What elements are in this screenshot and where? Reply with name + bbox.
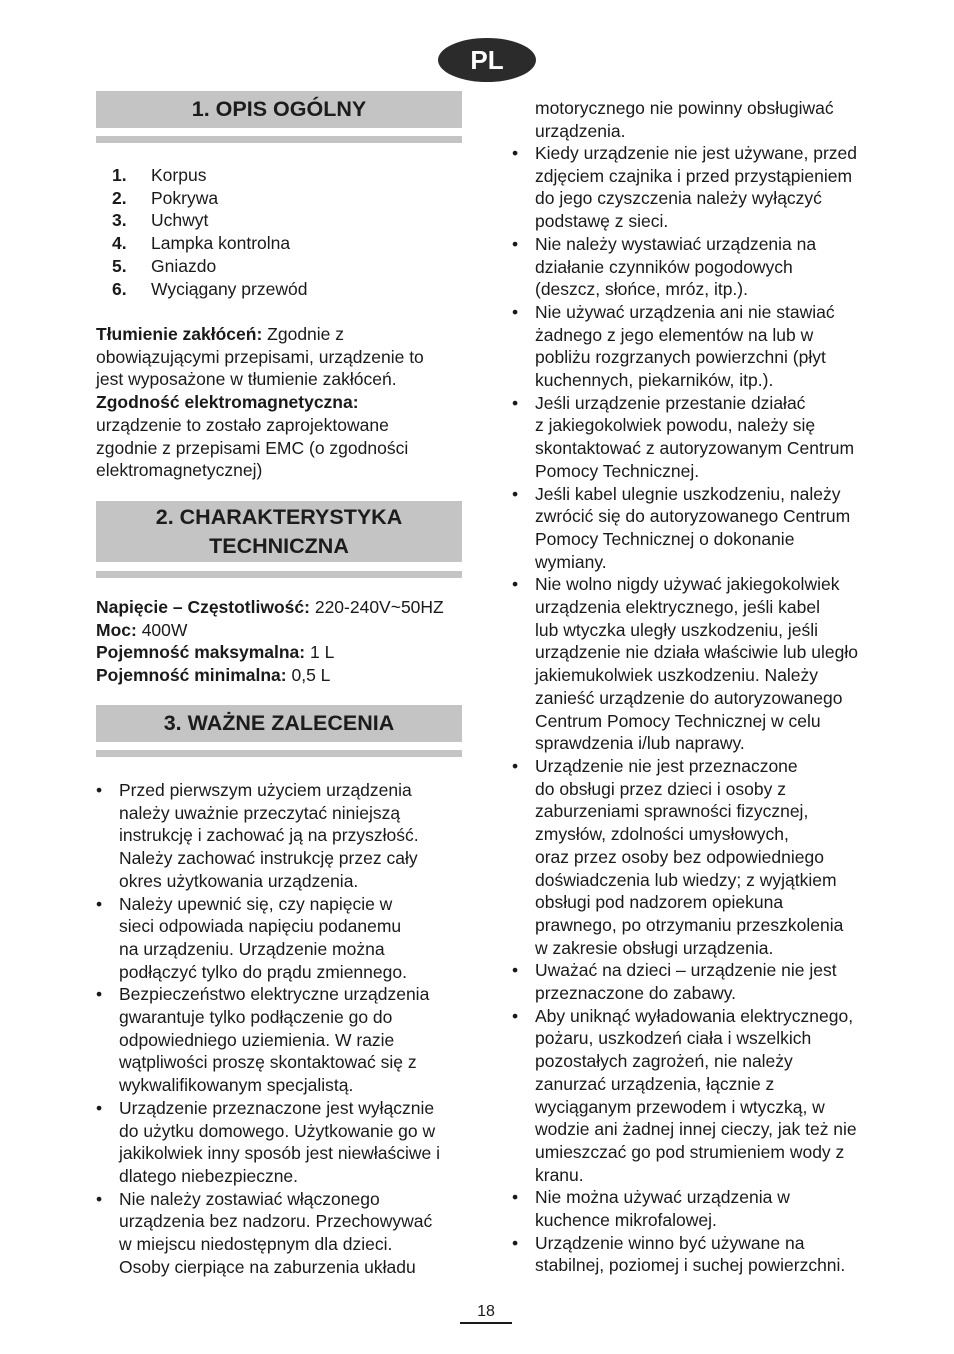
part-item [112,209,307,232]
warning-line: Pomocy Technicznej o dokonanie [535,528,795,549]
continuation-line: motorycznego nie powinny obsługiwać [535,98,834,118]
section-2-title-line2: TECHNICZNA [209,534,349,558]
warning-item [512,301,882,392]
bullet-icon: • [512,1232,519,1253]
warning-line: do użytku domowego. Użytkowanie go w [119,1120,436,1141]
part-item [112,187,307,210]
part-label: Korpus [151,165,207,185]
warning-item [512,959,882,1004]
warning-line: z jakiegokolwiek powodu, należy się [535,415,816,436]
spec-row [96,641,462,664]
warning-line: (deszcz, słońce, mróz, itp.). [535,279,748,300]
part-label: Uchwyt [151,210,209,231]
warning-line: Uważać na dzieci – urządzenie nie jest [535,960,837,981]
part-label: Gniazdo [151,255,217,276]
part-number: 4. [112,233,127,254]
page-number-rule [460,1322,512,1324]
bullet-icon: • [96,1097,103,1118]
warning-line: należy uważnie przeczytać niniejszą [119,802,401,823]
spec-value: 0,5 L [286,665,331,686]
warning-line: wykwalifikowanym specjalistą. [119,1075,354,1096]
part-label: Wyciągany przewód [151,278,308,299]
warning-item [512,755,882,959]
warning-line: pobliżu rozgrzanych powierzchni (płyt [535,347,826,368]
suppression-line: Zgodnie z [262,324,345,344]
part-item [112,232,307,255]
part-item [112,278,307,301]
part-number: 3. [112,210,127,231]
spec-label: Pojemność maksymalna: [96,642,306,663]
warning-line: Urządzenie winno być używane na [535,1232,805,1253]
warning-line: zwrócić się do autoryzowanego Centrum [535,506,851,527]
warning-line: Centrum Pomocy Technicznej w celu [535,710,821,731]
warning-line: zmysłów, zdolności umysłowych, [535,824,789,845]
warning-item [512,1005,882,1187]
warning-line: Jeśli urządzenie przestanie działać [535,392,806,413]
warning-item [96,1188,466,1279]
part-item [112,255,307,278]
warning-line: Aby uniknąć wyładowania elektrycznego, [535,1005,854,1026]
spec-row [96,596,462,619]
warning-line: Należy upewnić się, czy napięcie w [119,893,393,914]
suppression-line: jest wyposażone w tłumienie zakłóceń. [96,369,397,390]
warning-line: kranu. [535,1164,584,1185]
warning-line: umieszczać go pod strumieniem wody z [535,1141,845,1162]
warning-line: jakikolwiek inny sposób jest niewłaściwe i [119,1143,440,1164]
warning-line: w miejscu niedostępnym dla dzieci. [119,1234,393,1255]
spec-value: 400W [136,619,188,640]
warning-item [512,142,882,233]
warnings-list-left [96,779,466,1278]
warning-line: prawnego, po otrzymaniu przeszkolenia [535,914,844,935]
warning-line: skontaktować z autoryzowanym Centrum [535,438,855,459]
warning-line: lub wtyczka uległy uszkodzeniu, jeśli [535,619,819,640]
bullet-icon: • [96,984,103,1005]
suppression-paragraph [96,323,462,482]
warning-line: Nie wolno nigdy używać jakiegokolwiek [535,574,840,595]
warning-line: zanieść urządzenie do autoryzowanego [535,687,843,708]
parts-list [112,164,307,300]
continuation-text [535,97,834,142]
specs-list [96,596,462,687]
bullet-icon: • [512,755,519,776]
warning-line: oraz przez osoby bez odpowiedniego [535,846,824,867]
continuation-line: urządzenia. [535,120,626,141]
warning-item [96,893,466,984]
part-number: 6. [112,278,127,299]
warning-line: kuchennych, piekarników, itp.). [535,370,774,391]
section-3-heading [96,705,462,757]
warning-line: Urządzenie nie jest przeznaczone [535,755,798,776]
suppression-line: obowiązującymi przepisami, urządzenie to [96,346,424,367]
part-number: 1. [112,165,127,185]
warning-line: pozostałych zagrożeń, nie należy [535,1051,793,1072]
warning-line: sieci odpowiada napięciu podanemu [119,916,402,937]
warning-line: wymiany. [535,551,607,572]
bullet-icon: • [96,1188,103,1209]
bullet-icon: • [512,392,519,413]
section-1-rule [96,136,462,143]
warning-line: podstawę z sieci. [535,211,669,232]
warnings-list-right [512,142,882,1277]
warning-line: przeznaczone do zabawy. [535,983,737,1004]
warning-line: urządzenia elektrycznego, jeśli kabel [535,597,821,618]
warning-line: Jeśli kabel ulegnie uszkodzeniu, należy [535,483,841,504]
section-2-title-line1: 2. CHARAKTERYSTYKA [155,505,403,529]
spec-row [96,619,462,642]
emc-line: urządzenie to zostało zaprojektowane [96,414,389,435]
warning-line: wodzie ani żadnej innej cieczy, jak też nie [535,1119,857,1140]
spec-label: Pojemność minimalna: [96,665,287,686]
spec-label: Napięcie – Częstotliwość: [96,597,310,617]
spec-label: Moc: [96,619,137,640]
section-2-heading [96,501,462,578]
section-3-rule [96,750,462,757]
emc-label: Zgodność elektromagnetyczna: [96,392,359,413]
warning-line: wyciąganym przewodem i wtyczką, w [535,1096,825,1117]
warning-item [512,483,882,574]
section-2-title [96,501,462,562]
warning-line: Nie należy wystawiać urządzenia na [535,233,817,254]
part-number: 2. [112,187,127,208]
warning-line: do jego czyszczenia należy wyłączyć [535,188,822,209]
section-1-heading [96,91,462,143]
warning-item [512,573,882,755]
warning-line: Nie używać urządzenia ani nie stawiać [535,301,835,322]
warning-line: Bezpieczeństwo elektryczne urządzenia [119,984,430,1005]
emc-line: elektromagnetycznej) [96,460,263,481]
warning-line: Przed pierwszym użyciem urządzenia [119,780,412,800]
warning-line: Kiedy urządzenie nie jest używane, przed [535,143,857,163]
section-1-title: 1. OPIS OGÓLNY [96,91,462,128]
warning-item [512,392,882,483]
bullet-icon: • [96,780,103,800]
part-label: Pokrywa [151,187,219,208]
warning-line: urządzenie nie działa właściwie lub uległo [535,642,858,663]
warning-item [512,1186,882,1231]
warning-line: Osoby cierpiące na zaburzenia układu [119,1256,416,1277]
bullet-icon: • [512,574,519,595]
part-label: Lampka kontrolna [151,233,291,254]
section-3-title: 3. WAŻNE ZALECENIA [96,705,462,742]
warning-line: do obsługi przez dzieci i osoby z [535,778,786,799]
bullet-icon: • [96,893,103,914]
section-2-rule [96,571,462,578]
warning-line: wątpliwości proszę skontaktować się z [119,1052,417,1073]
warning-line: gwarantuje tylko podłączenie go do [119,1007,393,1028]
warning-line: Pomocy Technicznej. [535,460,700,481]
warning-line: odpowiedniego uziemienia. W razie [119,1029,395,1050]
warning-line: jakiemukolwiek uszkodzeniu. Należy [535,665,819,686]
warning-item [96,1097,466,1188]
page-number: 18 [477,1303,495,1320]
bullet-icon: • [512,301,519,322]
warning-line: zaburzeniami sprawności fizycznej, [535,801,809,822]
spec-row [96,664,462,687]
suppression-label: Tłumienie zakłóceń: [96,324,263,344]
warning-line: urządzenia bez nadzoru. Przechowywać [119,1211,433,1232]
warning-line: dlatego niebezpieczne. [119,1165,299,1186]
warning-line: stabilnej, poziomej i suchej powierzchni. [535,1255,846,1276]
warning-item [512,233,882,301]
language-badge: PL [438,38,536,82]
warning-line: instrukcję i zachować ją na przyszłość. [119,825,419,846]
bullet-icon: • [512,960,519,981]
part-item [112,164,307,187]
warning-line: zanurzać urządzenia, łącznie z [535,1073,775,1094]
spec-value: 220-240V~50HZ [309,597,444,617]
warning-line: w zakresie obsługi urządzenia. [535,937,774,958]
bullet-icon: • [512,233,519,254]
emc-line: zgodnie z przepisami EMC (o zgodności [96,437,409,458]
warning-line: Nie można używać urządzenia w [535,1187,790,1208]
warning-line: żadnego z jego elementów na lub w [535,324,814,345]
warning-line: Nie należy zostawiać włączonego [119,1188,380,1209]
warning-line: Należy zachować instrukcję przez cały [119,848,418,869]
warning-item [96,983,466,1097]
warning-item [96,779,466,893]
warning-line: doświadczenia lub wiedzy; z wyjątkiem [535,869,837,890]
warning-line: sprawdzenia i/lub naprawy. [535,733,745,754]
warning-item [512,1232,882,1277]
warning-line: zdjęciem czajnika i przed przystąpieniem [535,165,853,186]
spec-value: 1 L [305,642,335,663]
warning-line: podłączyć tylko do prądu zmiennego. [119,961,407,982]
warning-line: obsługi pod nadzorem opiekuna [535,892,784,913]
bullet-icon: • [512,483,519,504]
bullet-icon: • [512,143,519,163]
warning-line: na urządzeniu. Urządzenie można [119,938,385,959]
bullet-icon: • [512,1005,519,1026]
part-number: 5. [112,255,127,276]
warning-line: okres użytkowania urządzenia. [119,870,359,891]
warning-line: kuchence mikrofalowej. [535,1210,717,1231]
warning-line: pożaru, uszkodzeń ciała i wszelkich [535,1028,812,1049]
warning-line: Urządzenie przeznaczone jest wyłącznie [119,1097,435,1118]
warning-line: działanie czynników pogodowych [535,256,793,277]
bullet-icon: • [512,1187,519,1208]
